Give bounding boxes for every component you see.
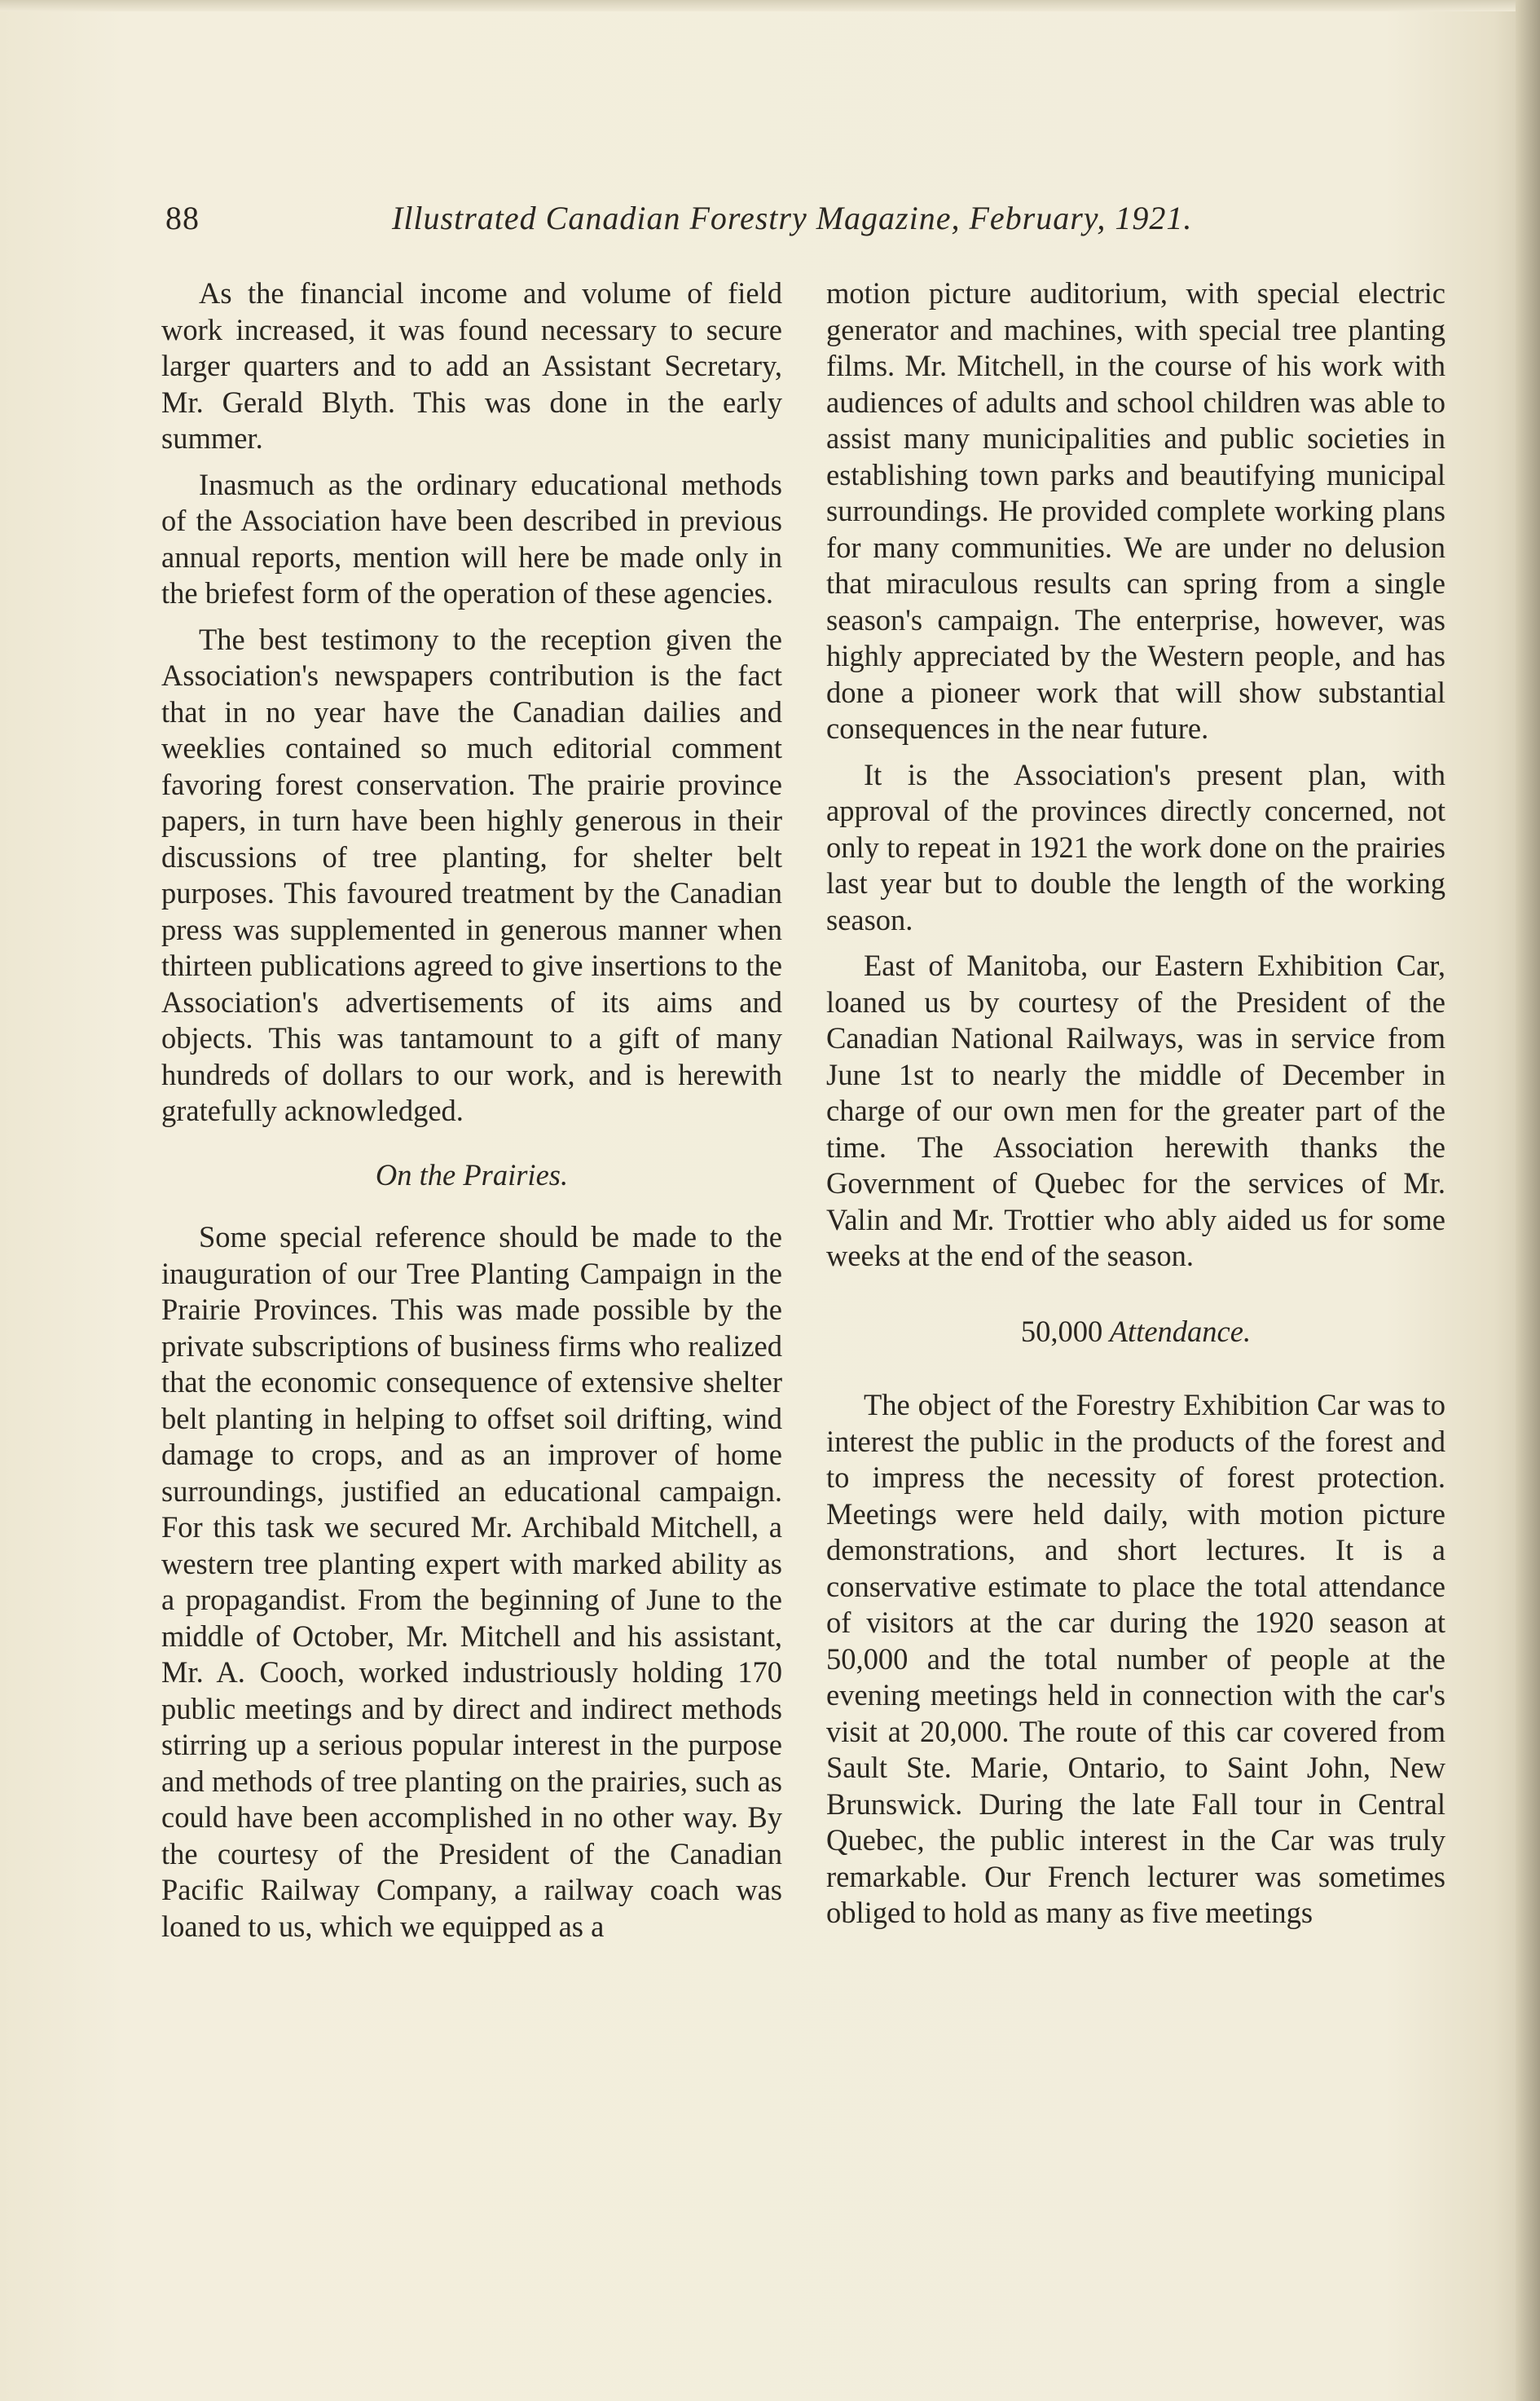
right-column (826, 275, 1445, 1941)
section-heading-attendance (826, 1314, 1445, 1350)
section-heading-prairies: On the Prairies. (375, 1157, 569, 1192)
paragraph: Inasmuch as the ordinary educational methods of the Association have been described in previous annual reports, mention will here be made only in the briefest form of the operation of these agencies. (161, 467, 782, 610)
paragraph: motion picture auditorium, with special electric generator and machines, with special tree planting films. Mr. Mitchell, in the course of his work with audiences of adults and school children was able to assist many municipalities and public societies in establishing town parks and beautifying municipal surroundings. He provided complete working plans for many communities. We are under no delusion that miraculous results can spring from a single season's campaign. The enterprise, however, was highly appreciated by the Western people, and has done a pioneer work that will show substantial consequences in the near future. (826, 276, 1445, 745)
page-number: 88 (165, 200, 200, 236)
left-column (161, 275, 782, 1954)
paragraph: The best testimony to the reception given the Association's newspapers contribution is the fact that in no year have the Canadian dailies and weeklies contained so much editorial comment favoring forest conservation. The prairie province papers, in turn have been highly generous in their discussions of tree planting, for shelter belt purposes. This favoured treatment by the Canadian press was supplemented in generous manner when thirteen publications agreed to give insertions to the Association's advertisements of its aims and objects. This was tantamount to a gift of many hundreds of dollars to our work, and is herewith gratefully acknowledged. (161, 622, 782, 1127)
running-title: Illustrated Canadian Forestry Magazine, February, 1921. (392, 200, 1193, 236)
paragraph: Some special reference should be made to the inauguration of our Tree Planting Campaign in the Prairie Provinces. This was made possible by the private subscriptions of business firms who realized that the economic consequence of extensive shelter belt planting in helping to offset soil drifting, wind damage to crops, and as an improver of home surroundings, justified an educational campaign. For this task we secured Mr. Archibald Mitchell, a western tree planting expert with marked ability as a propagandist. From the beginning of June to the middle of October, Mr. Mitchell and his assistant, Mr. A. Cooch, worked industriously holding 170 public meetings and by direct and indirect methods stirring up a serious popular interest in the purpose and methods of tree planting on the prairies, such as could have been accomplished in no other way. By the courtesy of the President of the Canadian Pacific Railway Company, a railway coach was loaned to us, which we equipped as a (161, 1220, 782, 1943)
heading-number: 50,000 (1020, 1314, 1103, 1348)
page-binding-edge (1516, 0, 1540, 2401)
paragraph: The object of the Forestry Exhibition Car was to interest the public in the products of the forest and to impress the necessity of forest protection. Meetings were held daily, with motion picture demonstrations, and short lectures. It is a conservative estimate to place the total attendance of visitors at the car during the 1920 season at 50,000 and the total number of people at the evening meetings held in connection with the car's visit at 20,000. The route of this car covered from Sault Ste. Marie, Ontario, to Saint John, New Brunswick. During the late Fall tour in Central Quebec, the public interest in the Car was truly remarkable. Our French lecturer was sometimes obliged to hold as many as five meetings (826, 1388, 1445, 1929)
paragraph: East of Manitoba, our Eastern Exhibition Car, loaned us by courtesy of the President of the Canadian National Railways, was in service from June 1st to nearly the middle of December in charge of our own men for the greater part of the time. The Association herewith thanks the Government of Quebec for the services of Mr. Valin and Mr. Trottier who ably aided us for some weeks at the end of the season. (826, 949, 1445, 1272)
page-header (165, 199, 1265, 248)
page-top-edge (0, 0, 1540, 11)
heading-word: Attendance. (1109, 1314, 1252, 1348)
paragraph: It is the Association's present plan, with approval of the provinces directly concerned, not only to repeat in 1921 the work done on the prairies last year but to double the length of the working season. (826, 757, 1445, 936)
paragraph: As the financial income and volume of field work increased, it was found necessary to secure larger quarters and to add an Assistant Secretary, Mr. Gerald Blyth. This was done in the early summer. (161, 276, 782, 455)
